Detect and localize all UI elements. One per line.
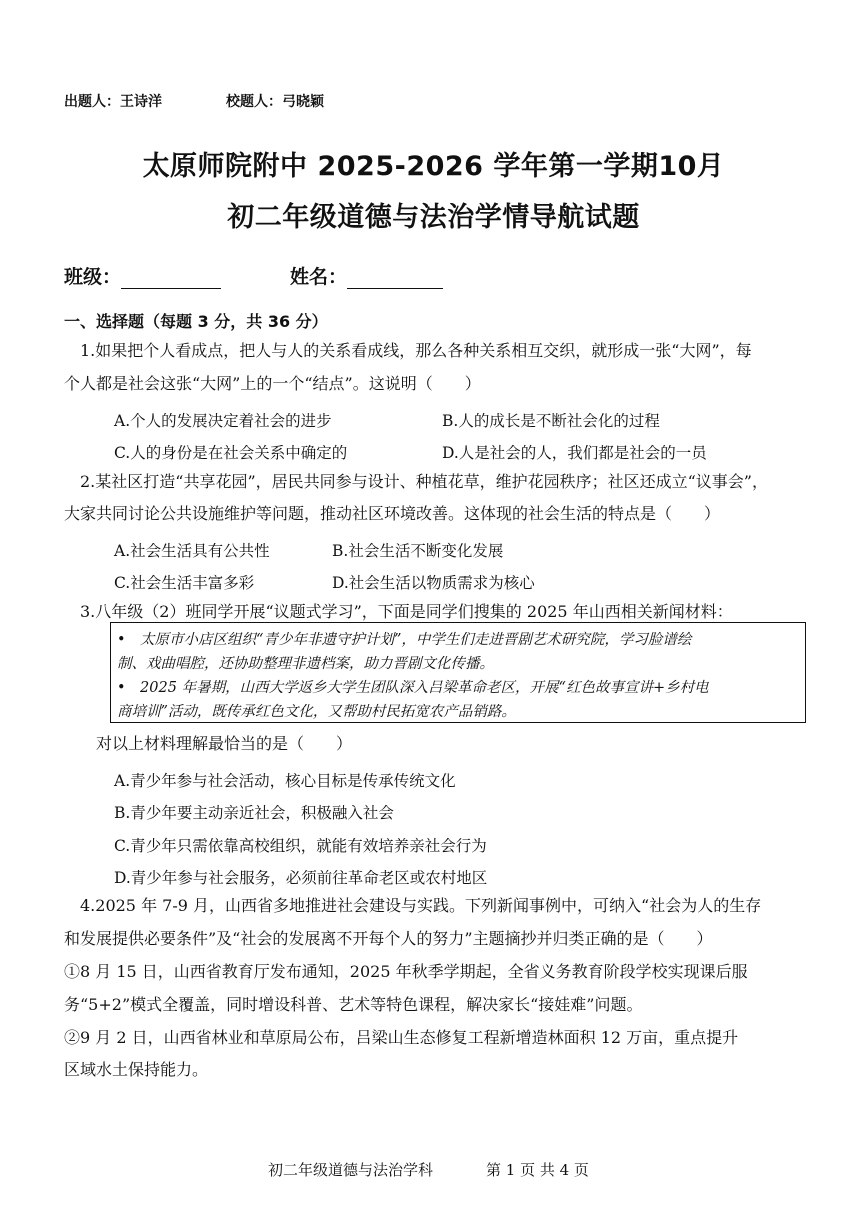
q3-option-a[interactable]: A.青少年参与社会活动，核心目标是传承传统文化 xyxy=(114,772,456,790)
class-blank[interactable] xyxy=(121,268,221,289)
q2-stem-line1: 2.某社区打造“共享花园”，居民共同参与设计、种植花草，维护花园秩序；社区还成立“议事会”， xyxy=(80,472,768,491)
footer-subject: 初二年级道德与法治学科 xyxy=(268,1161,434,1179)
class-label: 班级： xyxy=(64,266,122,288)
q1-stem-line2: 个人都是社会这张“大网”上的一个“结点”。这说明（ ） xyxy=(64,374,481,393)
proofreader-label: 校题人：弓晓颖 xyxy=(226,94,324,110)
q3-stem: 3.八年级（2）班同学开展“议题式学习”，下面是同学们搜集的 2025 年山西相关新闻材料： xyxy=(80,602,733,621)
q3-material-line2: 制、戏曲唱腔，还协助整理非遗档案，助力晋剧文化传播。 xyxy=(117,656,494,672)
class-field xyxy=(64,262,221,289)
q4-item1-line2: 务“5+2”模式全覆盖，同时增设科普、艺术等特色课程，解决家长“接娃难”问题。 xyxy=(64,995,643,1014)
q1-option-c[interactable]: C.人的身份是在社会关系中确定的 xyxy=(114,444,348,462)
q3-material-line3: • 2025 年暑期，山西大学返乡大学生团队深入吕梁革命老区，开展“红色故事宣讲+乡村电 xyxy=(117,680,709,696)
q2-option-b[interactable]: B.社会生活不断变化发展 xyxy=(332,542,504,560)
q3-material-line4: 商培训”活动，既传承红色文化，又帮助村民拓宽农产品销路。 xyxy=(117,704,516,720)
q2-option-c[interactable]: C.社会生活丰富多彩 xyxy=(114,574,255,592)
exam-title-line2: 初二年级道德与法治学情导航试题 xyxy=(227,202,640,233)
q2-option-a[interactable]: A.社会生活具有公共性 xyxy=(114,542,270,560)
q3-prompt: 对以上材料理解最恰当的是（ ） xyxy=(96,734,353,753)
name-label: 姓名： xyxy=(290,266,348,288)
name-field xyxy=(290,262,443,289)
q4-item2-line2: 区域水土保持能力。 xyxy=(64,1060,209,1079)
q4-stem-line2: 和发展提供必要条件”及“社会的发展离不开每个人的努力”主题摘抄并归类正确的是（ ） xyxy=(64,929,713,948)
exam-title-line1: 太原师院附中 2025-2026 学年第一学期10月 xyxy=(142,151,725,182)
q3-material-line1: • 太原市小店区组织“青少年非遗守护计划”，中学生们走进晋剧艺术研究院，学习脸谱绘 xyxy=(117,632,692,648)
q4-item2-line1: ②9 月 2 日，山西省林业和草原局公布，吕梁山生态修复工程新增造林面积 12 万亩，重点提升 xyxy=(64,1028,739,1047)
footer-page-number: 第 1 页 共 4 页 xyxy=(486,1161,589,1179)
q4-item1-line1: ①8 月 15 日，山西省教育厅发布通知，2025 年秋季学期起，全省义务教育阶段学校实现课后服 xyxy=(64,962,748,981)
q3-material-box xyxy=(110,622,806,723)
name-blank[interactable] xyxy=(347,268,443,289)
q3-option-b[interactable]: B.青少年要主动亲近社会，积极融入社会 xyxy=(114,804,394,822)
setter-label: 出题人：王诗洋 xyxy=(64,94,162,110)
q1-stem-line1: 1.如果把个人看成点，把人与人的关系看成线，那么各种关系相互交织，就形成一张“大网”，每 xyxy=(80,341,752,360)
q1-option-d[interactable]: D.人是社会的人，我们都是社会的一员 xyxy=(442,444,707,462)
q2-stem-line2: 大家共同讨论公共设施维护等问题，推动社区环境改善。这体现的社会生活的特点是（ ） xyxy=(64,504,721,523)
q4-stem-line1: 4.2025 年 7-9 月，山西省多地推进社会建设与实践。下列新闻事例中，可纳入“社会为人的生存 xyxy=(80,896,762,915)
q3-option-d[interactable]: D.青少年参与社会服务，必须前往革命老区或农村地区 xyxy=(114,869,488,887)
q3-option-c[interactable]: C.青少年只需依靠高校组织，就能有效培养亲社会行为 xyxy=(114,837,487,855)
q2-option-d[interactable]: D.社会生活以物质需求为核心 xyxy=(332,574,535,592)
q1-option-a[interactable]: A.个人的发展决定着社会的进步 xyxy=(114,412,332,430)
q1-option-b[interactable]: B.人的成长是不断社会化的过程 xyxy=(442,412,660,430)
section-heading: 一、选择题（每题 3 分，共 36 分） xyxy=(64,312,328,331)
